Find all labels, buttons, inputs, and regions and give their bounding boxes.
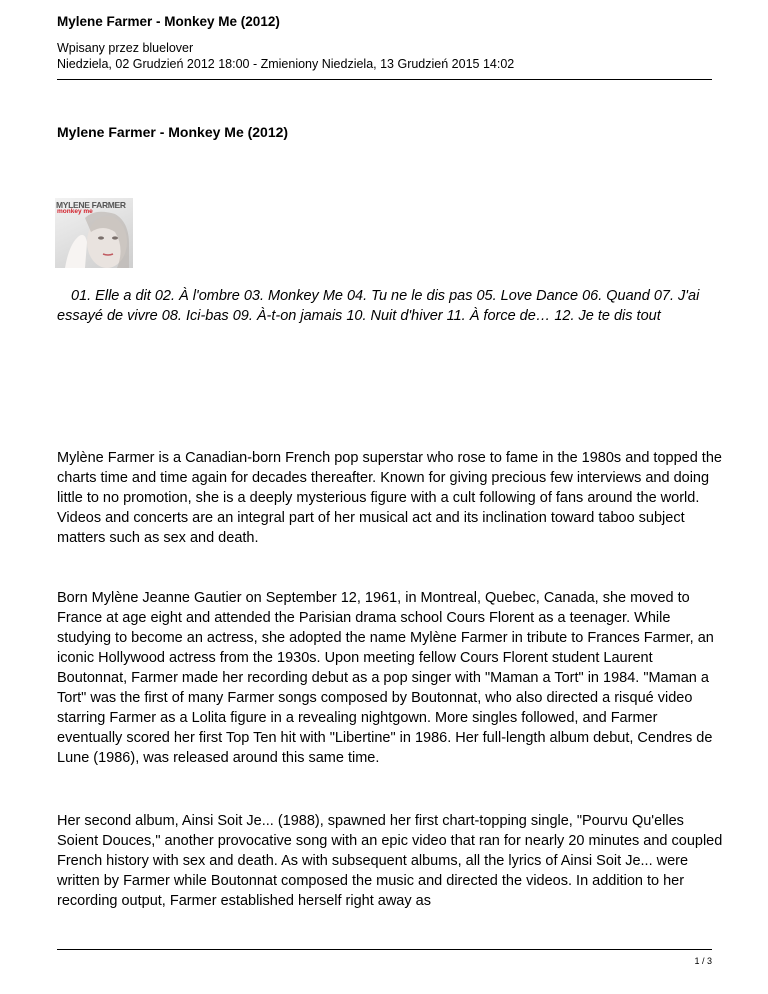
page-header xyxy=(57,14,712,72)
header-meta xyxy=(57,40,712,72)
cover-artist-text: MYLENE FARMER xyxy=(56,200,126,210)
date-line: Niedziela, 02 Grudzień 2012 18:00 - Zmieniony Niedziela, 13 Grudzień 2015 14:02 xyxy=(57,57,515,71)
tracklist: 01. Elle a dit 02. À l'ombre 03. Monkey Me 04. Tu ne le dis pas 05. Love Dance 06. Quand 07. J'ai essayé de vivre 08. Ici-bas 09. À-t-on jamais 10. Nuit d'hiver 11. À force de… 12. Je te dis tout xyxy=(57,288,700,324)
paragraph-early-career: Born Mylène Jeanne Gautier on September 12, 1961, in Montreal, Quebec, Canada, she moved to France at age eight and attended the Parisian drama school Cours Florent as a teenager. While studying to become an actress, she adopted the name Mylène Farmer in tribute to Frances Farmer, an iconic Hollywood actress from the 1930s. Upon meeting fellow Cours Florent student Laurent Boutonnat, Farmer made her recording debut as a pop singer with "Maman a Tort" in 1984. "Maman a Tort" was the first of many Farmer songs composed by Boutonnat, who also directed a risqué video starring Farmer as a Lolita figure in a revealing nightgown. More singles followed, and Farmer eventually scored her first Top Ten hit with "Libertine" in 1986. Her full-length album debut, Cendres de Lune (1986), was released around this same time. xyxy=(57,590,714,766)
header-title: Mylene Farmer - Monkey Me (2012) xyxy=(57,14,280,29)
author-line: Wpisany przez bluelover xyxy=(57,41,194,55)
cover-title-text: monkey me xyxy=(57,208,93,215)
page-number: 1 / 3 xyxy=(694,956,712,966)
header-divider xyxy=(57,79,712,80)
album-cover-image xyxy=(55,198,133,268)
paragraph-second-album: Her second album, Ainsi Soit Je... (1988), spawned her first chart-topping single, "Pourvu Qu'elles Soient Douces," another provocative song with an epic video that ran for nearly 20 minutes and coupled French history with sex and death. As with subsequent albums, all the lyrics of Ainsi Soit Je... were written by Farmer while Boutonnat composed the music and directed the videos. In addition to her recording output, Farmer established herself right away as xyxy=(57,813,723,909)
paragraph-intro: Mylène Farmer is a Canadian-born French pop superstar who rose to fame in the 1980s and topped the charts time and time again for decades thereafter. Known for giving precious few interviews and doing little to no promotion, she is a deeply mysterious figure with a cult following of fans around the world. Videos and concerts are an integral part of her musical act and its inclination toward taboo subject matters such as sex and death. xyxy=(57,450,722,546)
article-title: Mylene Farmer - Monkey Me (2012) xyxy=(57,124,289,140)
footer-divider xyxy=(57,949,712,950)
